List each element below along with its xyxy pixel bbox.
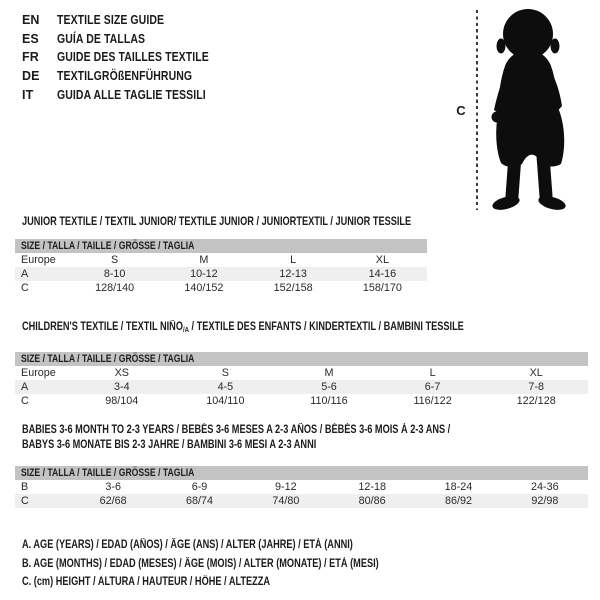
language-code: FR [22, 50, 39, 65]
table-cell: S [111, 254, 119, 266]
table-cell: 12-18 [358, 481, 386, 493]
legend-line-a: A. AGE (YEARS) / EDAD (AÑOS) / ÂGE (ANS) / ALTER (JAHRE) / ETÀ (ANNI) [22, 539, 353, 551]
junior-section-heading: JUNIOR TEXTILE / TEXTIL JUNIOR/ TEXTILE JUNIOR / JUNIORTEXTIL / JUNIOR TESSILE [22, 216, 412, 228]
babies-section-heading-line2: BABYS 3-6 MONATE BIS 2-3 JAHRE / BAMBINI 3-6 MESI A 2-3 ANNI [22, 439, 317, 451]
table-row [15, 394, 588, 408]
language-row-es [22, 30, 238, 49]
table-cell: 6-9 [191, 481, 208, 493]
table-cell: 8-10 [103, 268, 126, 280]
table-cell: XS [114, 367, 129, 379]
row-label: A [21, 381, 29, 393]
table-cell: 6-7 [424, 381, 441, 393]
table-cell: L [429, 367, 436, 379]
table-cell: 80/86 [358, 495, 386, 507]
table-row [15, 480, 588, 494]
table-row [15, 380, 588, 394]
table-cell: 74/80 [272, 495, 300, 507]
table-cell: 152/158 [273, 282, 313, 294]
language-title: TEXTILGRÖßENFÜHRUNG [57, 69, 193, 84]
table-row [15, 494, 588, 508]
language-code: EN [22, 13, 40, 27]
language-title-list [22, 11, 238, 104]
height-measure-label: C [456, 103, 466, 118]
table-cell: XL [529, 367, 543, 379]
language-row-de [22, 67, 238, 86]
table-cell: 86/92 [444, 495, 472, 507]
table-cell: 7-8 [528, 381, 544, 393]
table-cell: 24-36 [531, 481, 559, 493]
table-cell: 122/128 [516, 395, 556, 407]
children-size-table [15, 352, 588, 408]
height-dashed-line [476, 10, 478, 210]
language-code: DE [22, 69, 40, 84]
table-cell: 14-16 [368, 268, 397, 280]
row-label: C [21, 495, 29, 507]
language-title: GUIDE DES TAILLES TEXTILE [57, 50, 209, 65]
table-cell: 10-12 [190, 268, 218, 280]
table-cell: 3-6 [105, 481, 121, 493]
baby-silhouette-icon [482, 6, 576, 212]
table-cell: 62/68 [99, 495, 127, 507]
table-row [15, 366, 588, 380]
language-code: IT [22, 87, 34, 102]
table-cell: 98/104 [105, 395, 139, 407]
table-cell: 110/116 [310, 395, 348, 407]
row-label: C [21, 395, 29, 407]
language-title: GUÍA DE TALLAS [57, 31, 146, 46]
size-table-header: SIZE / TALLA / TAILLE / GRÖSSE / TAGLIA [15, 239, 427, 253]
language-row-en [22, 11, 238, 30]
table-cell: 116/122 [413, 395, 452, 407]
legend-line-b: B. AGE (MONTHS) / EDAD (MESES) / ÂGE (MOIS) / ALTER (MONATE) / ETÀ (MESI) [22, 557, 379, 570]
babies-section-heading-line1: BABIES 3-6 MONTH TO 2-3 YEARS / BEBÉS 3-6 MESES A 2-3 AÑOS / BÉBÉS 3-6 MOIS À 2-3 ANS / [22, 424, 451, 436]
table-cell: L [290, 254, 297, 266]
table-cell: XL [375, 254, 389, 266]
row-label: C [21, 282, 29, 294]
size-table-header: SIZE / TALLA / TAILLE / GRÖSSE / TAGLIA [15, 352, 588, 366]
table-cell: 3-4 [113, 381, 130, 393]
table-cell: 18-24 [444, 481, 473, 493]
heading-subscript: /A [182, 325, 189, 334]
language-title: TEXTILE SIZE GUIDE [57, 13, 165, 27]
language-row-it [22, 86, 238, 105]
row-label: A [21, 268, 29, 280]
row-label: Europe [21, 367, 56, 379]
table-cell: 12-13 [279, 268, 307, 280]
table-row [15, 267, 427, 281]
table-row [15, 281, 427, 295]
row-label: B [21, 481, 29, 493]
language-title: GUIDA ALLE TAGLIE TESSILI [57, 87, 206, 102]
table-cell: M [324, 367, 334, 379]
language-code: ES [22, 31, 39, 46]
measurement-legend [22, 536, 468, 592]
table-cell: S [221, 367, 229, 379]
table-cell: 128/140 [95, 282, 135, 294]
table-cell: 158/170 [362, 282, 402, 294]
table-cell: 68/74 [185, 495, 213, 507]
table-cell: 92/98 [531, 495, 559, 507]
babies-size-table [15, 466, 588, 508]
language-row-fr [22, 48, 238, 67]
row-label: Europe [21, 254, 56, 266]
table-cell: M [199, 254, 209, 266]
legend-line-c: C. (cm) HEIGHT / ALTURA / HAUTEUR / HÖHE / ALTEZZA [22, 576, 271, 589]
table-cell: 5-6 [321, 381, 337, 393]
size-table-header: SIZE / TALLA / TAILLE / GRÖSSE / TAGLIA [15, 466, 588, 480]
table-cell: 104/110 [206, 395, 245, 407]
table-cell: 140/152 [184, 282, 224, 294]
table-cell: 9-12 [275, 481, 297, 493]
table-cell: 4-5 [217, 381, 234, 393]
children-section-heading: CHILDREN'S TEXTILE / TEXTIL NIÑO/A / TEXTILE DES ENFANTS / KINDERTEXTIL / BAMBINI TESSILE [22, 321, 464, 334]
table-row [15, 253, 427, 267]
junior-size-table [15, 239, 427, 295]
